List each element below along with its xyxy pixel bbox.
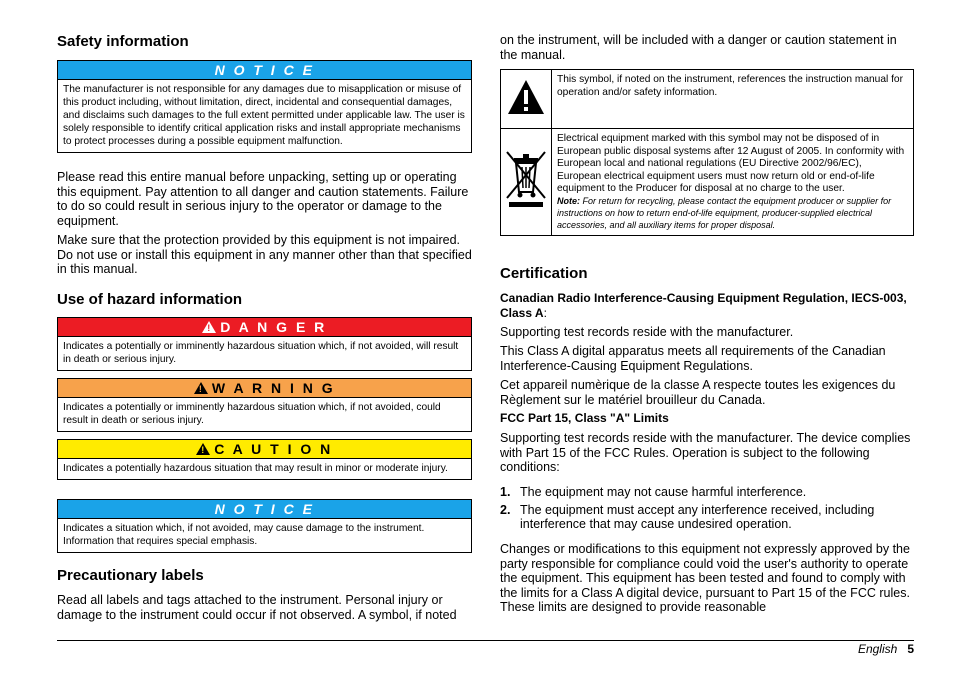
list-item <box>500 485 914 500</box>
notice-header: N O T I C E <box>58 500 471 519</box>
notice-box-safety <box>57 60 472 153</box>
warning-triangle-icon: ! <box>194 382 208 394</box>
footer-language: English <box>857 642 898 656</box>
list-number: 1. <box>500 485 511 499</box>
read-manual-paragraph: Please read this entire manual before unpacking, setting up or operating this equipment. Pay attention to all danger and caution statements. Failure to do so could result in serious injury to the operator or damage to the equipment. <box>57 170 469 228</box>
protection-paragraph: Make sure that the protection provided by this equipment is not impaired. Do not use or install this equipment in any manner other than that specified in this manual. <box>57 233 472 277</box>
symbol-table <box>500 69 914 236</box>
warning-triangle-icon: ! <box>202 321 216 333</box>
warning-text: Indicates a potentially or imminently hazardous situation which, if not avoided, could result in death or serious injury. <box>63 402 441 426</box>
class-a-paragraph: This Class A digital apparatus meets all requirements of the Canadian Interference-Causing Equipment Regulations. <box>500 344 886 373</box>
danger-header <box>58 318 471 337</box>
notice-text: Indicates a situation which, if not avoided, may cause damage to the instrument. Information that requires special emphasis. <box>63 523 425 547</box>
caution-box <box>57 439 472 480</box>
canada-regulation-title <box>500 291 914 320</box>
changes-paragraph: Changes or modifications to this equipment not expressly approved by the party responsible for compliance could void the user's authority to operate the equipment. This equipment has been tested and found to comply with the limits for a Class A digital device, pursuant to Part 15 of the FCC rules. These limits are designed to provide reasonable <box>500 542 910 615</box>
note-text: For return for recycling, please contact the equipment producer or supplier for instructions on how to return end-of-life equipment, producer-supplied electrical accessories, and all auxiliary items for proper disposal. <box>557 195 892 230</box>
hazard-heading: Use of hazard information <box>57 291 243 308</box>
list-text: The equipment may not cause harmful interference. <box>520 485 807 499</box>
labels-paragraph: Read all labels and tags attached to the instrument. Personal injury or damage to the instrument could occur if not observed. A symbol, if noted <box>57 593 457 622</box>
danger-text: Indicates a potentially or imminently hazardous situation which, if not avoided, will result in death or serious injury. <box>63 341 459 365</box>
notice-box-hazard <box>57 499 472 553</box>
fcc-paragraph: Supporting test records reside with the manufacturer. The device complies with Part 15 of the FCC Rules. Operation is subject to the following conditions: <box>500 431 911 475</box>
warning-box <box>57 378 472 432</box>
continued-paragraph: on the instrument, will be included with a danger or caution statement in the manual. <box>500 33 897 62</box>
symbol-description <box>552 129 914 236</box>
list-item <box>500 503 914 532</box>
table-row <box>501 70 914 129</box>
note-label: Note: <box>557 195 580 206</box>
conditions-list <box>500 485 914 535</box>
warning-header <box>58 379 471 398</box>
warning-label: W A R N I N G <box>211 380 336 396</box>
canada-title-colon: : <box>543 305 547 320</box>
labels-heading: Precautionary labels <box>57 567 204 584</box>
warning-triangle-icon: ! <box>196 443 210 455</box>
caution-label: C A U T I O N <box>214 441 333 457</box>
french-paragraph: Cet appareil numèrique de la classe A respecte toutes les exigences du Règlement sur le matériel brouilleur du Canada. <box>500 378 896 407</box>
notice-text: The manufacturer is not responsible for any damages due to misapplication or misuse of this product including, without limitation, direct, incidental and consequential damages, and disclaims such damages to the full extent permitted under applicable law. The user is solely responsible to identify critical application risks and install appropriate mechanisms to protect processes during a possible equipment malfunction. <box>63 84 465 147</box>
caution-text: Indicates a potentially hazardous situation that may result in minor or moderate injury. <box>63 463 448 474</box>
symbol-description: This symbol, if noted on the instrument, references the instruction manual for operation and/or safety information. <box>552 70 914 129</box>
fcc-title: FCC Part 15, Class "A" Limits <box>500 411 669 425</box>
support-paragraph: Supporting test records reside with the manufacturer. <box>500 325 794 339</box>
page-number: 5 <box>907 642 914 656</box>
list-number: 2. <box>500 502 511 517</box>
list-text: The equipment must accept any interference received, including interference that may cause undesired operation. <box>520 502 875 532</box>
weee-text: Electrical equipment marked with this symbol may not be disposed of in European public disposal systems after 12 August of 2005. In conformity with European local and national regulations (EU Directive 2002/96/EC), European electrical equipment users must now return old or end-of-life equipment to the Producer for disposal at no charge to the user. <box>557 133 905 195</box>
weee-note <box>557 196 908 231</box>
warning-triangle-icon <box>501 70 552 129</box>
canada-title-text: Canadian Radio Interference-Causing Equipment Regulation, IECS-003, Class A <box>500 291 907 320</box>
page-footer <box>858 642 914 656</box>
notice-header: N O T I C E <box>58 61 471 80</box>
certification-heading: Certification <box>500 265 588 282</box>
danger-label: D A N G E R <box>220 319 327 335</box>
weee-crossed-bin-icon <box>501 129 552 236</box>
footer-divider <box>57 640 914 641</box>
danger-box <box>57 317 472 371</box>
safety-heading: Safety information <box>57 33 189 50</box>
table-row <box>501 129 914 236</box>
caution-header <box>58 440 471 459</box>
